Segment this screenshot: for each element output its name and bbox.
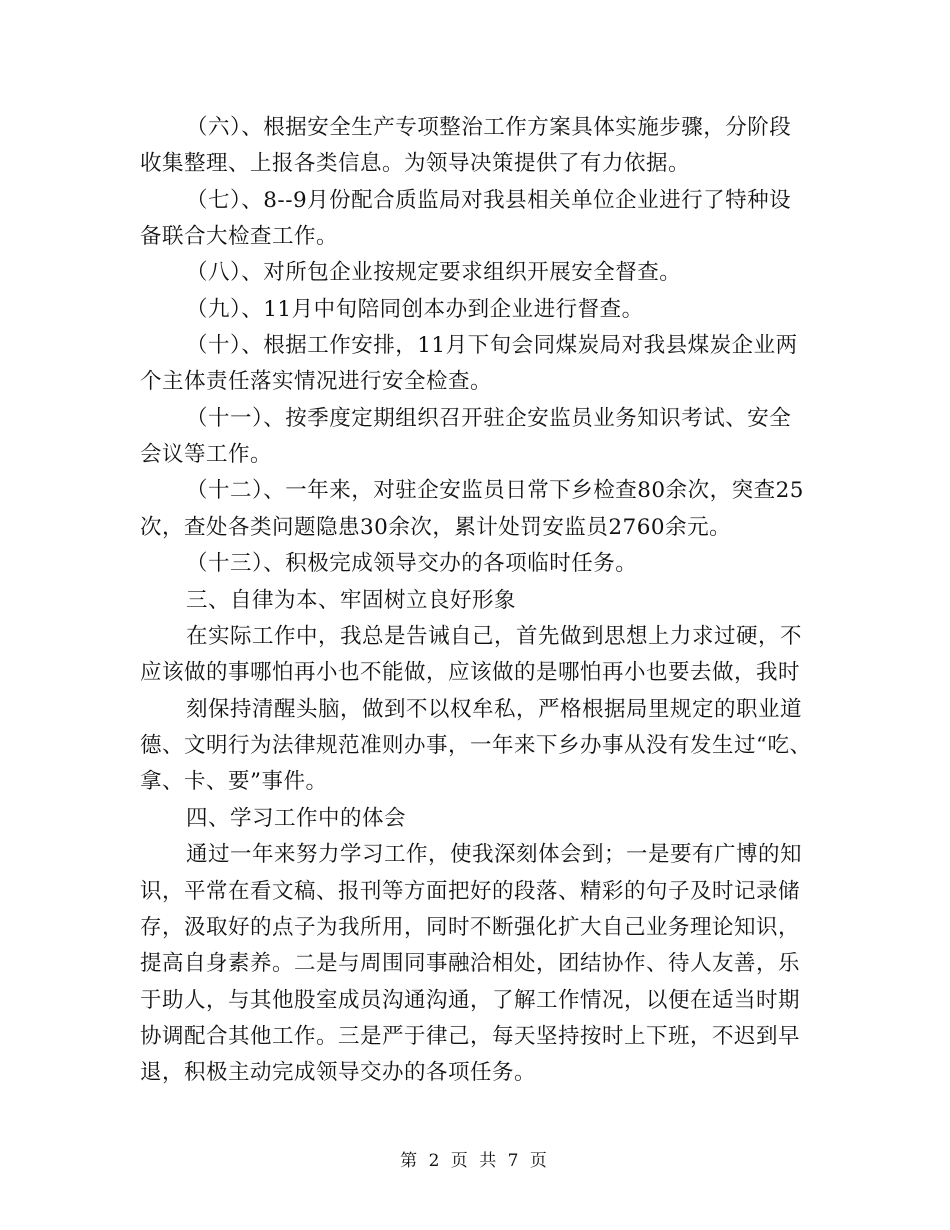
text-line: 退，积极主动完成领导交办的各项任务。 <box>140 1060 537 1085</box>
text-line: 存，汲取好的点子为我所用，同时不断强化扩大自己业务理论知识， <box>140 915 801 940</box>
text-line: 个主体责任落实情况进行安全检查。 <box>140 369 493 394</box>
text-line: （十）、根据工作安排，11月下旬会同煤炭局对我县煤炭企业两 <box>186 333 798 358</box>
text-line: 拿、卡、要”事件。 <box>140 769 328 794</box>
text-line: 识，平常在看文稿、报刊等方面把好的段落、精彩的句子及时记录储 <box>140 879 801 904</box>
text-line: 通过一年来努力学习工作，使我深刻体会到；一是要有广博的知 <box>186 842 803 867</box>
text-line: （七）、8--9月份配合质监局对我县相关单位企业进行了特种设 <box>186 188 792 213</box>
text-line: （十三）、积极完成领导交办的各项临时任务。 <box>186 551 638 576</box>
text-line: （十一）、按季度定期组织召开驻企安监员业务知识考试、安全 <box>186 406 792 431</box>
text-line: 应该做的事哪怕再小也不能做，应该做的是哪怕再小也要去做，我时 <box>140 660 801 685</box>
text-line: （九）、11月中旬陪同创本办到企业进行督查。 <box>186 297 644 322</box>
text-line: 提高自身素养。二是与周围同事融洽相处，团结协作、待人友善，乐 <box>140 951 801 976</box>
text-line: 在实际工作中，我总是告诫自己，首先做到思想上力求过硬，不 <box>186 624 803 649</box>
text-line: 收集整理、上报各类信息。为领导决策提供了有力依据。 <box>140 151 691 176</box>
text-line: 备联合大检查工作。 <box>140 224 339 249</box>
section-heading: 四、学习工作中的体会 <box>186 806 407 831</box>
text-line: 于助人，与其他股室成员沟通沟通，了解工作情况，以便在适当时期 <box>140 988 801 1013</box>
text-line: （八）、对所包企业按规定要求组织开展安全督查。 <box>186 260 682 285</box>
text-line: 德、文明行为法律规范准则办事，一年来下乡办事从没有发生过“吃、 <box>140 733 812 758</box>
page-footer: 第 2 页 共 7 页 <box>400 1151 550 1171</box>
text-line: 会议等工作。 <box>140 442 273 467</box>
text-line: 协调配合其他工作。三是严于律己，每天坚持按时上下班，不迟到早 <box>140 1024 801 1049</box>
text-line: （六）、根据安全生产专项整治工作方案具体实施步骤，分阶段 <box>186 115 792 140</box>
text-line: 次，查处各类问题隐患30余次，累计处罚安监员2760余元。 <box>140 515 732 540</box>
text-line: （十二）、一年来，对驻企安监员日常下乡检查80余次，突查25 <box>186 478 804 503</box>
text-line: 刻保持清醒头脑，做到不以权牟私，严格根据局里规定的职业道 <box>186 697 803 722</box>
section-heading: 三、自律为本、牢固树立良好形象 <box>186 588 517 613</box>
